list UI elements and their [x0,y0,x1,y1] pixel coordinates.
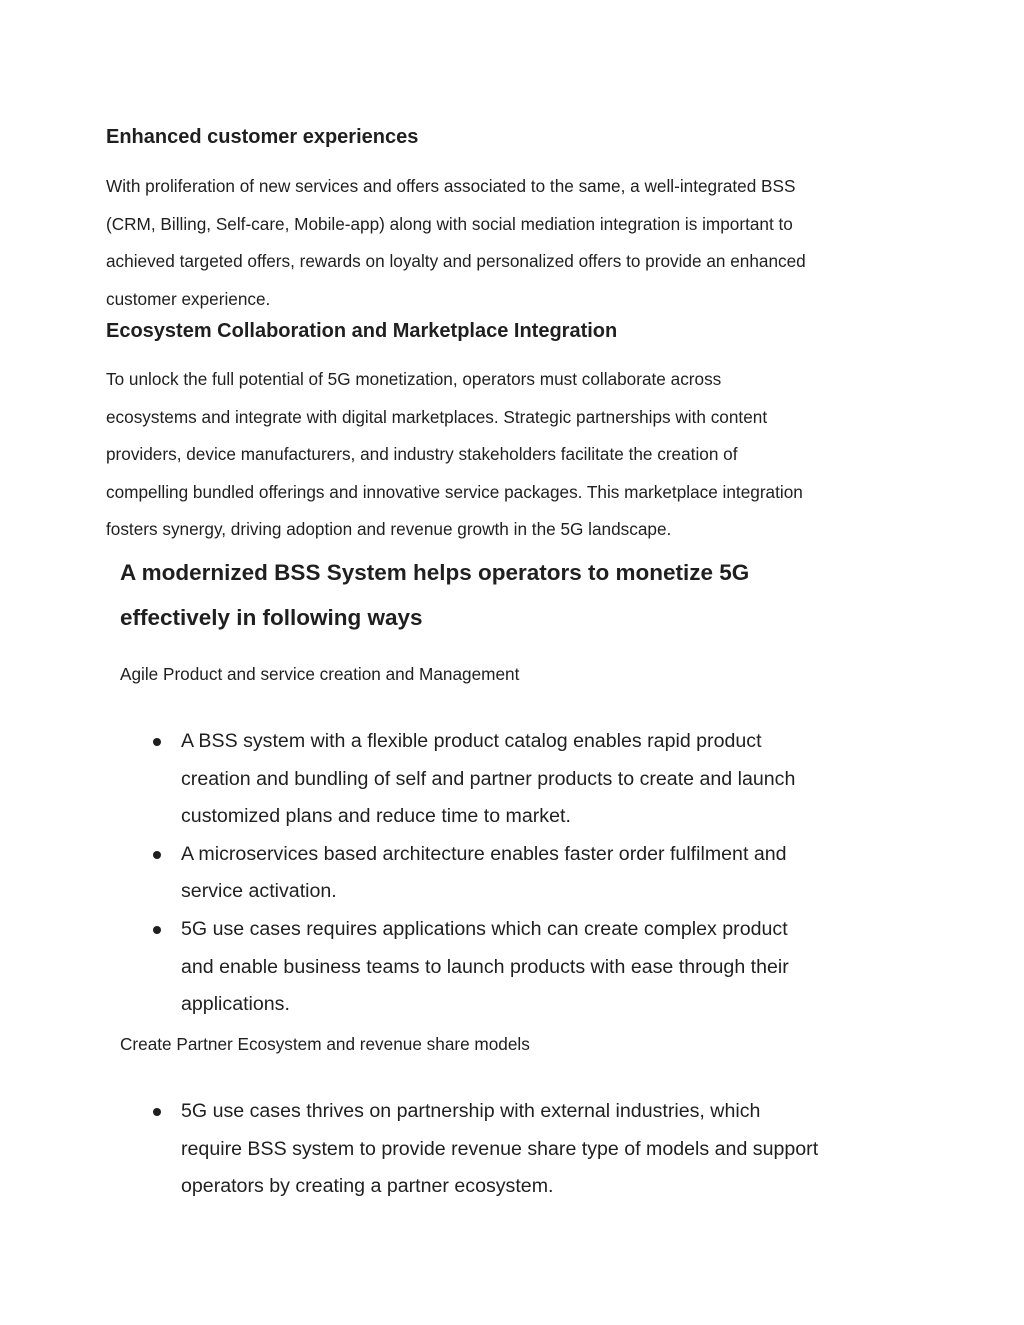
paragraph-line: ecosystems and integrate with digital marketplaces. Strategic partnerships with content [106,406,768,427]
list-item-line: 5G use cases thrives on partnership with external industries, which [181,1100,761,1122]
paragraph-line: With proliferation of new services and offers associated to the same, a well-integrated BSS [106,176,796,196]
list-item-line: require BSS system to provide revenue share type of models and support [181,1137,819,1160]
subheading-partner-ecosystem: Create Partner Ecosystem and revenue share models [120,1034,530,1054]
major-heading-line: effectively in following ways [120,605,423,630]
list-item-line: applications. [181,993,290,1016]
section-heading-ecosystem-collaboration: Ecosystem Collaboration and Marketplace Integration [106,320,618,342]
list-item-line: operators by creating a partner ecosystem. [181,1175,554,1198]
paragraph-ecosystem-collaboration [106,361,906,549]
subheading-agile-product: Agile Product and service creation and Management [120,664,520,684]
list-item-line: creation and bundling of self and partner products to create and launch [181,767,796,790]
paragraph-line: compelling bundled offerings and innovative service packages. This marketplace integration [106,481,803,502]
major-heading-modernized-bss [120,550,749,640]
list-item-line: customized plans and reduce time to market. [181,805,571,828]
bullet-icon [153,926,161,934]
list-item [120,723,900,836]
list-item [120,911,900,1024]
bullet-icon [153,851,161,859]
paragraph-enhanced-customer-experiences [106,168,906,318]
paragraph-line: (CRM, Billing, Self-care, Mobile-app) along with social mediation integration is important to [106,213,793,234]
list-item-line: A microservices based architecture enables faster order fulfilment and [181,842,787,865]
list-item-line: and enable business teams to launch products with ease through their [181,955,789,978]
paragraph-line: achieved targeted offers, rewards on loyalty and personalized offers to provide an enhanced [106,251,806,272]
list-item-line: 5G use cases requires applications which can create complex product [181,917,788,940]
paragraph-line: providers, device manufacturers, and industry stakeholders facilitate the creation of [106,444,738,465]
list-item-line: service activation. [181,880,337,903]
list-item-line: A BSS system with a flexible product catalog enables rapid product [181,730,762,752]
bullet-icon [153,1108,161,1116]
paragraph-line: customer experience. [106,288,271,309]
section-heading-enhanced-customer-experiences: Enhanced customer experiences [106,126,419,148]
list-item [120,836,900,911]
list-item [120,1093,900,1206]
bullet-icon [153,738,161,746]
bullet-list-agile-product [120,723,900,1024]
major-heading-line: A modernized BSS System helps operators to monetize 5G [120,560,750,585]
paragraph-line: fosters synergy, driving adoption and revenue growth in the 5G landscape. [106,519,672,540]
bullet-list-partner-ecosystem [120,1093,900,1206]
paragraph-line: To unlock the full potential of 5G monetization, operators must collaborate across [106,369,722,389]
